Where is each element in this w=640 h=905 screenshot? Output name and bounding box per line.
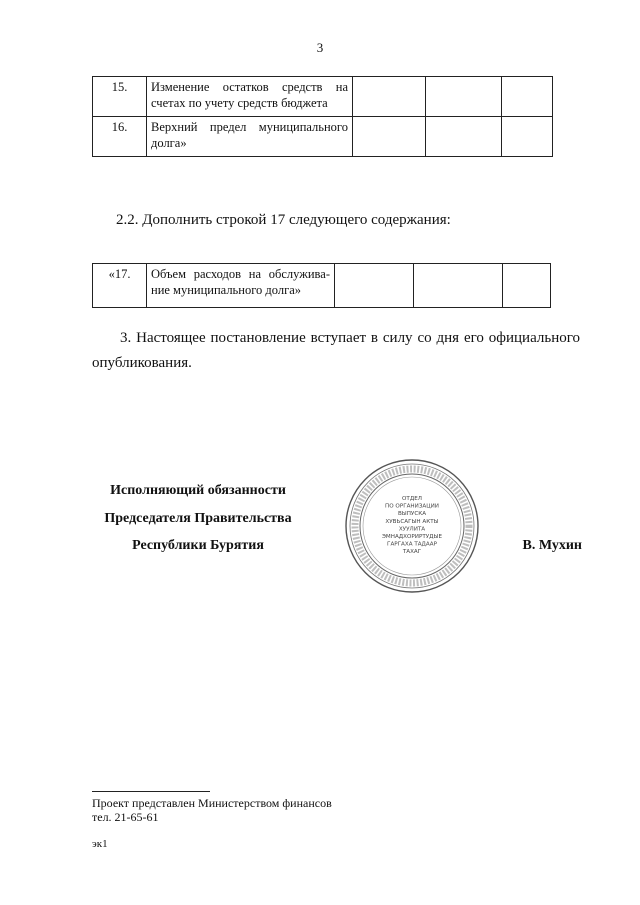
- seal-text-line: ВЫПУСКА: [397, 511, 427, 518]
- empty-cell: [502, 77, 553, 117]
- empty-cell: [426, 77, 502, 117]
- seal-text-line: ХУВЬСАГЫН АКТЫ: [385, 518, 439, 525]
- empty-cell: [353, 77, 426, 117]
- official-seal-icon: [344, 458, 480, 594]
- empty-cell: [414, 264, 503, 308]
- table-row: [93, 77, 553, 117]
- table-row: [93, 117, 553, 157]
- signatory-title-line2: Председателя Правительства: [104, 511, 292, 526]
- row-number: 16.: [93, 117, 147, 157]
- table-row: [93, 264, 551, 308]
- seal-text-line: ОТДЕЛ: [402, 496, 422, 502]
- seal-text-line: ЭМНАДХОРИРТУДЫЕ: [382, 534, 442, 540]
- debt-service-table: [92, 263, 551, 308]
- empty-cell: [426, 117, 502, 157]
- document-code: эк1: [92, 838, 108, 850]
- seal-text-line: ПО ОРГАНИЗАЦИИ: [385, 503, 439, 510]
- page-number: 3: [316, 40, 324, 55]
- row-label: Верхний предел муниципального долга»: [147, 117, 353, 157]
- seal-text-line: ТАХАГ: [402, 549, 422, 556]
- empty-cell: [503, 264, 551, 308]
- row-number: 15.: [93, 77, 147, 117]
- paragraph-2-2: 2.2. Дополнить строкой 17 следующего содержания:: [116, 212, 451, 228]
- footnote-author: Проект представлен Министерством финансов: [92, 796, 332, 810]
- signatory-name: В. Мухин: [522, 538, 582, 553]
- seal-text-line: ХУУЛИТА: [398, 526, 426, 533]
- budget-sources-table: [92, 76, 553, 157]
- signatory-title-line3: Республики Бурятия: [132, 538, 264, 553]
- row-number: «17.: [93, 264, 147, 308]
- seal-text-line: ГАРГАХА ТАДААР: [387, 541, 437, 548]
- row-label: Изменение остатков средств на счетах по учету средств бюджета: [147, 77, 353, 117]
- footnote-phone: тел. 21-65-61: [92, 810, 159, 824]
- row-label: Объем расходов на обслужива-ние муниципального долга»: [147, 264, 335, 308]
- empty-cell: [502, 117, 553, 157]
- signatory-title-line1: Исполняющий обязанности: [110, 483, 286, 498]
- footnote-divider: [92, 791, 210, 792]
- paragraph-3: 3. Настоящее постановление вступает в силу со дня его официального опубликования.: [92, 330, 580, 371]
- empty-cell: [353, 117, 426, 157]
- empty-cell: [335, 264, 414, 308]
